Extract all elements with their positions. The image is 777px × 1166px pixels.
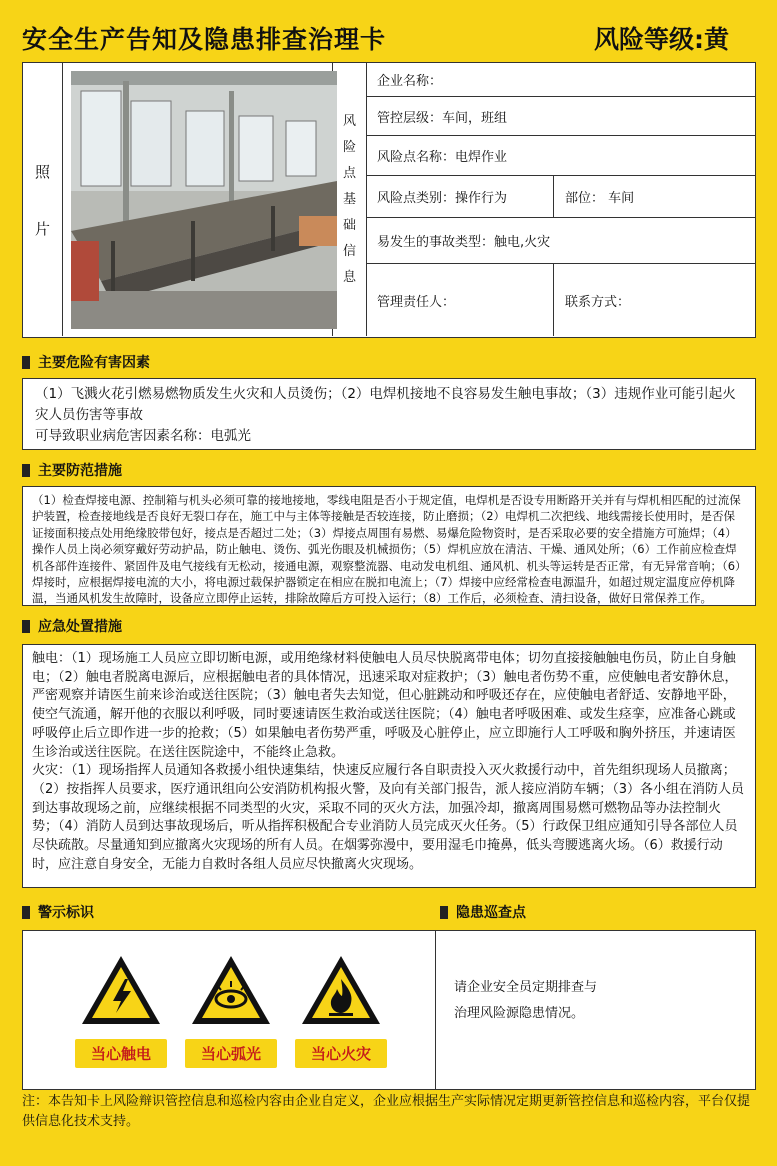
section-marker (440, 906, 448, 919)
occupational-hazard: 可导致职业病危害因素名称：电弧光 (35, 428, 251, 444)
prevention-box (22, 486, 756, 606)
vertical-label-char: 础 (342, 217, 356, 233)
accident-type-row (367, 218, 755, 264)
photo-label-char: 片 (34, 219, 50, 238)
vertical-label-char: 基 (342, 191, 356, 207)
sign-arc-light (185, 953, 277, 1068)
emergency-heading-text: 应急处置措施 (38, 619, 122, 635)
arc-light-icon (189, 953, 273, 1027)
patrol-line: 治理风险源隐患情况。 (454, 1006, 585, 1021)
section-marker (22, 464, 30, 477)
risk-point-name-row (367, 136, 755, 176)
info-block (22, 62, 756, 338)
hazards-heading-text: 主要危险有害因素 (38, 355, 150, 371)
emergency-fire-text: 火灾：（1）现场指挥人员通知各救援小组快速集结，快速反应履行各自职责投入灭火救援行动中，首先组织现场人员撤离；（2）按指挥人员要求，医疗通讯组向公安消防机构报火警，及向有关部门报告，派人接应消防车辆；（3）各小组在消防人员到达事故现场之前，应继续根据不同类型的火灾，采取不同的灭火方法，加强冷却，撤离周围易燃可燃物品等办法控制火势；（4）消防人员到达事故现场后，听从指挥积极配合专业消防人员完成灭火任务。（5）行政保卫组应通知引导各部位人员尽快疏散。尽量通知到应撤离火灾现场的所有人员。在烟雾弥漫中，要用湿毛巾掩鼻，低头弯腰逃离火场。（6）救援行动时，应注意自身安全，无能力自救时各组人员应尽快撤离火灾现场。 (32, 763, 745, 872)
risk-category-row (367, 176, 755, 218)
risk-info-rows (367, 63, 755, 336)
risk-point-name: 风险点名称：电焊作业 (377, 150, 508, 165)
company-name: 企业名称： (377, 74, 443, 89)
hazards-heading (22, 352, 150, 372)
risk-info-vertical-label (333, 63, 367, 336)
prevention-text: （1）检查焊接电源、控制箱与机头必须可靠的接地接地，零线电阻是否小于规定值，电焊机是否设专用断路开关并有与焊机相匹配的过流保护装置，检查接地线是否良好无裂口存在，施工中与主体等接触是否较连接，防止磨损；（2）电焊机二次把线、地线需接长使用时，是否保证接面积接点处用绝缘胶带包好，接点是否超过二处；（3）焊接点周围有易燃、易爆危险物资时，是否采取必要的安全措施方可施焊；（4）操作人员上岗必须穿戴好劳动护品，防止触电、烫伤、弧光伤眼及机械损伤；（5）焊机应放在清洁、干燥、通风处所；（6）工作前应检查焊机各部件连接件、紧固件及电气接线有无松动，接通电源，观察整流器、电动发电机组、通风机、机头等运转是否正常，有无异常音响；（6）焊接时，应根据焊接电流的大小，将电源过载保护器锁定在相应在脱扣电流上；（7）焊接中应经常检查电源温升，如超过规定温度应停机降温，当通风机发生故障时，设备应立即停止运转，排除故障后方可投入运行；（8）工作后，必须检查、清扫设备，做好日常保养工作。 (32, 493, 741, 606)
position: 部位： 车间 (565, 191, 635, 206)
company-name-row (367, 63, 755, 97)
photo-label-char: 照 (34, 162, 50, 181)
vertical-label-char: 信 (342, 243, 356, 259)
cell-divider (553, 264, 554, 336)
hazards-box (22, 378, 756, 450)
responsible-row (367, 264, 755, 336)
contact: 联系方式： (565, 294, 631, 310)
vertical-label-char: 风 (342, 113, 356, 129)
sign-label: 当心触电 (75, 1039, 167, 1068)
photo-label (23, 63, 63, 336)
sign-electric (75, 953, 167, 1068)
workshop-photo (71, 71, 337, 329)
prevention-heading-text: 主要防范措施 (38, 463, 122, 479)
control-level-row (367, 97, 755, 136)
warning-signs-box (22, 930, 436, 1090)
patrol-box (436, 930, 756, 1090)
risk-level: 风险等级:黄 (594, 25, 729, 54)
footer-note: 注：本告知卡上风险辩识管控信息和巡检内容由企业自定义，企业应根据生产实际情况定期更新管控信息和巡检内容，平台仅提供信息化技术支持。 (22, 1094, 751, 1129)
control-level: 管控层级：车间，班组 (377, 110, 508, 126)
risk-point-category: 风险点类别：操作行为 (377, 191, 508, 206)
vertical-label-char: 险 (342, 139, 356, 155)
patrol-heading (440, 902, 526, 922)
hazards-text: （1）飞溅火花引燃易燃物质发生火灾和人员烫伤；（2）电焊机接地不良容易发生触电事故；（3）违规作业可能引起火灾人员伤害等事故 (35, 386, 736, 423)
section-marker (22, 620, 30, 633)
cell-divider (553, 176, 554, 217)
responsible-person: 管理责任人： (377, 294, 456, 310)
fire-icon (299, 953, 383, 1027)
accident-type: 易发生的事故类型：触电,火灾 (377, 235, 551, 250)
card-title: 安全生产告知及隐患排查治理卡 (22, 25, 387, 54)
patrol-heading-text: 隐患巡查点 (456, 905, 526, 921)
emergency-electric-text: 触电：（1）现场施工人员应立即切断电源，或用绝缘材料使触电人员尽快脱离带电体；切勿直接接触触电伤员，防止自身触电；（2）触电者脱离电源后，应根据触电者的具体情况，迅速采取对症救护；（3）触电者伤势不重，应使触电者安静休息，严密观察并请医生前来诊治或送往医院；（3）触电者失去知觉，但心脏跳动和呼吸还存在，应使触电者舒适、安静地平卧，使空气流通，解开他的衣服以利呼吸，同时要速请医生救治或送往医院；（4）触电者呼吸困难、或发生痉挛，应准备心跳或呼吸停止后立即作进一步的抢救；（5）如果触电者伤势严重，呼吸及心脏停止，应立即施行人工呼吸和胸外挤压，并速请医生诊治或送往医院。在送往医院途中，不能终止急救。 (32, 651, 738, 760)
warning-signs-heading-text: 警示标识 (38, 905, 94, 921)
patrol-text (454, 975, 597, 1027)
sign-label: 当心火灾 (295, 1039, 387, 1068)
photo-cell (63, 63, 333, 336)
vertical-label-char: 息 (342, 269, 356, 285)
electric-shock-icon (79, 953, 163, 1027)
warning-signs-heading (22, 902, 94, 922)
section-marker (22, 906, 30, 919)
emergency-heading (22, 616, 122, 636)
patrol-line: 请企业安全员定期排查与 (454, 980, 598, 995)
emergency-box (22, 644, 756, 888)
sign-fire (295, 953, 387, 1068)
prevention-heading (22, 460, 122, 480)
sign-label: 当心弧光 (185, 1039, 277, 1068)
section-marker (22, 356, 30, 369)
vertical-label-char: 点 (342, 165, 356, 181)
